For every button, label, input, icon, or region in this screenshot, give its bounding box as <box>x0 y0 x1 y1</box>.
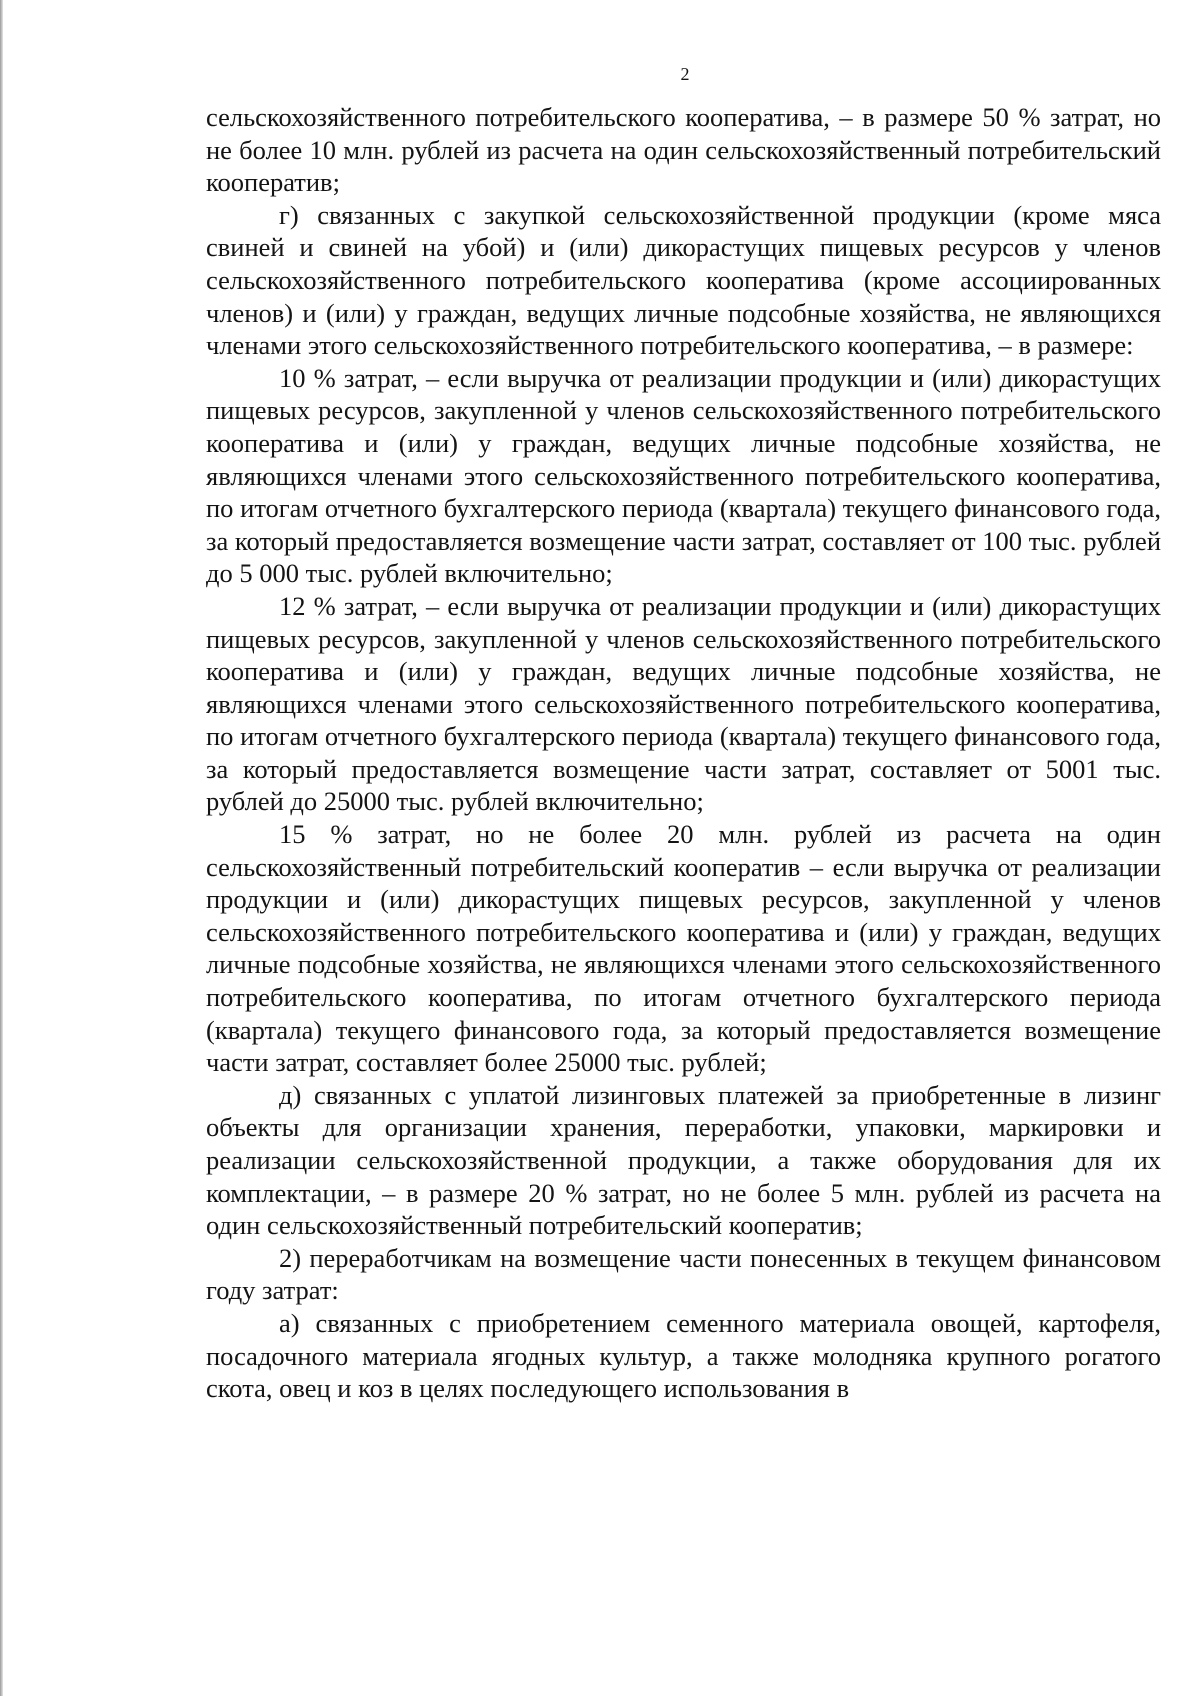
paragraph-continuation: сельскохозяйственного потребительского кооператива, – в размере 50 % затрат, но не более 10 млн. рублей из расчета на один сельскохозяйственный потребительский кооператив; <box>206 102 1161 198</box>
paragraph-item-a: а) связанных с приобретением семенного материала овощей, картофеля, посадочного материала ягодных культур, а также молодняка крупного рогатого скота, овец и коз в целях последующего использования в <box>206 1307 1161 1404</box>
paragraph-rate-15: 15 % затрат, но не более 20 млн. рублей из расчета на один сельскохозяйственный потребительский кооператив – если выручка от реализации продукции и (или) дикорастущих пищевых ресурсов, закупленной у членов сельскохозяйственного потребительского кооператива и (или) у граждан, ведущих личные подсобные хозяйства, не являющихся членами этого сельскохозяйственного потребительского кооператива, по итогам отчетного бухгалтерского периода (квартала) текущего финансового года, за который предоставляется возмещение части затрат, составляет более 25000 тыс. рублей; <box>206 819 1161 1078</box>
paragraph-rate-10: 10 % затрат, – если выручка от реализации продукции и (или) дикорастущих пищевых ресурсов, закупленной у членов сельскохозяйственного потребительского кооператива и (или) у граждан, ведущих личные подсобные хозяйства, не являющихся членами этого сельскохозяйственного потребительского кооператива, по итогам отчетного бухгалтерского периода (квартала) текущего финансового года, за который предоставляется возмещение части затрат, составляет от 100 тыс. рублей до 5 000 тыс. рублей включительно; <box>206 362 1161 589</box>
scan-edge <box>0 0 3 1696</box>
page-number: 2 <box>680 64 690 84</box>
document-body <box>206 101 1161 1405</box>
paragraph-item-d: д) связанных с уплатой лизинговых платежей за приобретенные в лизинг объекты для организации хранения, переработки, упаковки, маркировки и реализации сельскохозяйственной продукции, а также оборудования для их комплектации, – в размере 20 % затрат, но не более 5 млн. рублей из расчета на один сельскохозяйственный потребительский кооператив; <box>206 1079 1161 1241</box>
paragraph-rate-12: 12 % затрат, – если выручка от реализации продукции и (или) дикорастущих пищевых ресурсов, закупленной у членов сельскохозяйственного потребительского кооператива и (или) у граждан, ведущих личные подсобные хозяйства, не являющихся членами этого сельскохозяйственного потребительского кооператива, по итогам отчетного бухгалтерского периода (квартала) текущего финансового года, за который предоставляется возмещение части затрат, составляет от 5001 тыс. рублей до 25000 тыс. рублей включительно; <box>206 590 1161 817</box>
paragraph-item-2: 2) переработчикам на возмещение части понесенных в текущем финансовом году затрат: <box>206 1242 1161 1306</box>
paragraph-item-g: г) связанных с закупкой сельскохозяйственной продукции (кроме мяса свиней и свиней на убой) и (или) дикорастущих пищевых ресурсов у членов сельскохозяйственного потребительского кооператива (кроме ассоциированных членов) и (или) у граждан, ведущих личные подсобные хозяйства, не являющихся членами этого сельскохозяйственного потребительского кооператива, – в размере: <box>206 199 1161 361</box>
